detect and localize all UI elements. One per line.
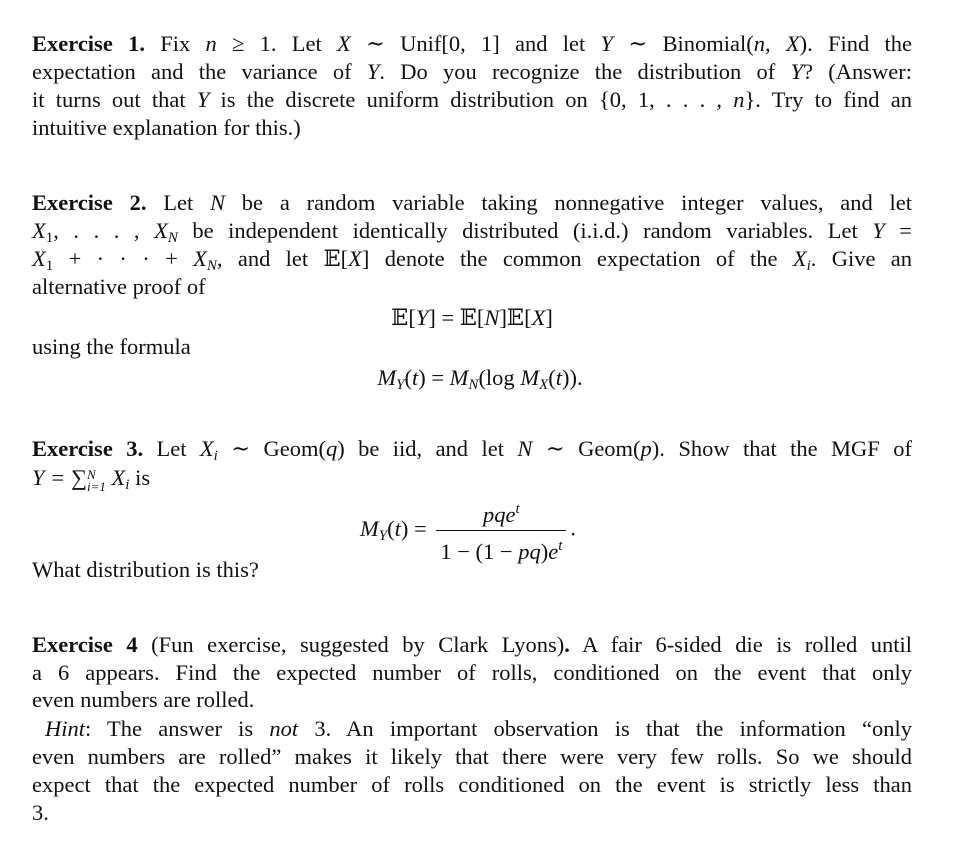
text-run: ) be iid, and let <box>337 436 518 461</box>
text-run: ≥ 1. Let <box>216 31 338 56</box>
text-run: Let <box>143 436 200 461</box>
math-symbol: N <box>210 190 226 215</box>
hint-line <box>32 799 912 827</box>
sum-variable-index: i <box>125 477 130 493</box>
text-run: ∼ Unif[0, 1] and let <box>350 31 601 56</box>
text-run: ( <box>404 365 412 390</box>
sum-suffix: is <box>129 465 151 490</box>
hint-line <box>45 715 912 743</box>
display-period: . <box>570 515 576 541</box>
text-run: ( <box>548 365 556 390</box>
text-run: expect that the expected number of rolls conditioned on the event is strictly less than <box>32 772 912 797</box>
math-symbol: t <box>515 501 520 517</box>
math-symbol: i <box>806 258 811 274</box>
text-run: ) = <box>418 365 450 390</box>
exercise1-line <box>32 58 912 86</box>
exercise-heading: Exercise 4 <box>32 632 138 657</box>
exercise3-line <box>32 556 912 584</box>
sum-upper-limit: N <box>87 467 96 482</box>
exercise1-line <box>32 30 912 58</box>
exercise2-line <box>32 245 912 273</box>
math-symbol: X <box>539 377 549 393</box>
math-symbol: i <box>213 448 218 464</box>
fraction-numerator <box>436 494 566 531</box>
exercise3-line <box>32 435 912 463</box>
text-run: alternative proof of <box>32 274 206 299</box>
text-run: (log <box>478 365 521 390</box>
text-run: be independent identically distributed (i.i.d.) random variables. Let <box>177 218 873 243</box>
sum-limits <box>87 469 106 493</box>
exercise-heading: Exercise 3. <box>32 436 144 461</box>
exercise2-mgf-formula <box>40 364 920 399</box>
exercise2-line <box>32 273 912 301</box>
text-run: (Fun exercise, suggested by Clark Lyons) <box>137 632 565 657</box>
text-run: , and let 𝔼[ <box>216 246 349 271</box>
math-symbol: p <box>640 436 652 461</box>
text-run: it turns out that <box>32 87 197 112</box>
text-run: }. Try to find an <box>744 87 912 112</box>
math-symbol: M <box>377 365 397 390</box>
text-run: a 6 appears. Find the expected number of rolls, conditioned on the event that only <box>32 660 912 685</box>
text-run: )). <box>562 365 583 390</box>
exercise4-line <box>32 631 912 659</box>
text-run: + · · · + <box>53 246 194 271</box>
text-run: expectation and the variance of <box>32 59 367 84</box>
math-symbol: X <box>199 436 214 461</box>
math-symbol: t <box>411 365 419 390</box>
math-symbol: pqe <box>483 502 516 527</box>
text-run: be a random variable taking nonnegative integer values, and let <box>225 190 912 215</box>
math-symbol: 1 <box>45 258 54 274</box>
text-run: ∼ Geom( <box>217 436 326 461</box>
text-run: even numbers are rolled” makes it likely that there were very few rolls. So we should <box>32 744 912 769</box>
math-symbol: X <box>32 218 46 243</box>
math-symbol: N <box>206 258 217 274</box>
hint-line <box>32 743 912 771</box>
math-symbol: X <box>531 305 546 330</box>
math-symbol: X <box>32 246 46 271</box>
math-symbol: n <box>205 31 217 56</box>
math-symbol: Y <box>600 31 614 56</box>
text-run: ( <box>387 515 395 541</box>
math-symbol: Y <box>396 377 405 393</box>
math-symbol: N <box>517 436 533 461</box>
text-run: , <box>764 31 786 56</box>
math-symbol: 1 <box>45 230 54 246</box>
text-run: ). Find the <box>799 31 912 56</box>
math-symbol: M <box>520 365 540 390</box>
text-run: = <box>884 218 912 243</box>
math-symbol: X <box>154 218 168 243</box>
text-run: What distribution is this? <box>32 557 259 582</box>
math-symbol: Y <box>196 87 210 112</box>
math-symbol: N <box>484 305 500 330</box>
math-symbol: q <box>325 436 338 461</box>
text-run: ? (Answer: <box>803 59 912 84</box>
math-symbol: Y <box>378 527 388 544</box>
math-symbol: n <box>753 31 765 56</box>
text-run: ]𝔼[ <box>499 305 532 330</box>
text-run: , . . . , <box>53 218 155 243</box>
text-run: 1 − (1 − <box>440 539 519 564</box>
text-run: Fix <box>144 31 206 56</box>
math-symbol: Y <box>415 305 429 330</box>
text-run: ) = <box>400 515 427 541</box>
text-run: even numbers are rolled. <box>32 687 255 712</box>
exercise4-line <box>32 686 912 714</box>
math-symbol: M <box>360 515 379 541</box>
text-run: . Do you recognize the distribution of <box>379 59 791 84</box>
math-symbol: N <box>167 230 178 246</box>
math-symbol: t <box>555 365 562 390</box>
math-symbol: not <box>269 716 299 741</box>
math-symbol: X <box>337 31 351 56</box>
math-symbol: pq <box>518 539 541 564</box>
text-run: 𝔼[ <box>391 305 416 330</box>
math-symbol: X <box>792 246 807 271</box>
text-run: 3. <box>32 800 49 825</box>
exercise2-line <box>32 217 912 245</box>
text-run: intuitive explanation for this.) <box>32 115 301 140</box>
mgf-lhs <box>360 515 427 544</box>
text-run: ) <box>540 539 549 564</box>
math-symbol: n <box>733 87 745 112</box>
exercise-heading: Exercise 2. <box>32 190 147 215</box>
math-symbol: N <box>468 377 479 393</box>
text-run: Let <box>146 190 211 215</box>
text-run: is the discrete uniform distribution on {0, 1, . . . , <box>209 87 734 112</box>
text-run: ). Show that the MGF of <box>651 436 912 461</box>
text-run: ∼ Binomial( <box>613 31 754 56</box>
exercise2-line <box>32 189 912 217</box>
math-symbol: Y <box>872 218 885 243</box>
exercise2-line <box>32 333 912 361</box>
text-run: using the formula <box>32 334 191 359</box>
text-run: 3. An important observation is that the information “only <box>298 716 912 741</box>
math-symbol: t <box>558 538 563 554</box>
hint-line <box>32 771 912 799</box>
text-run: A fair 6-sided die is rolled until <box>569 632 912 657</box>
exercise1-line <box>32 86 912 114</box>
text-run: ] <box>545 305 553 330</box>
exercise-heading: Exercise 1. <box>32 31 145 56</box>
math-symbol: Y <box>366 59 380 84</box>
math-symbol: M <box>449 365 469 390</box>
math-symbol: e <box>548 539 559 564</box>
math-symbol: Hint <box>45 716 86 741</box>
text-run: : The answer is <box>85 716 270 741</box>
math-symbol: X <box>348 246 362 271</box>
exercise2-display-equation <box>32 304 912 332</box>
text-run: . Give an <box>810 246 913 271</box>
sum-variable: X <box>111 465 126 490</box>
exercise-heading: . <box>564 632 570 657</box>
exercise4-line <box>32 659 912 687</box>
text-run: ] = 𝔼[ <box>428 305 485 330</box>
math-symbol: Y <box>790 59 804 84</box>
math-symbol: X <box>193 246 207 271</box>
text-run: ] denote the common expectation of the <box>361 246 793 271</box>
math-symbol: X <box>785 31 800 56</box>
math-symbol: t <box>394 515 401 541</box>
sum-lower-limit: i=1 <box>87 479 106 494</box>
exercise3-sum-line <box>32 464 912 492</box>
sum-expression: Y = ∑ <box>32 465 87 490</box>
exercise1-line <box>32 114 912 142</box>
text-run: ∼ Geom( <box>532 436 641 461</box>
